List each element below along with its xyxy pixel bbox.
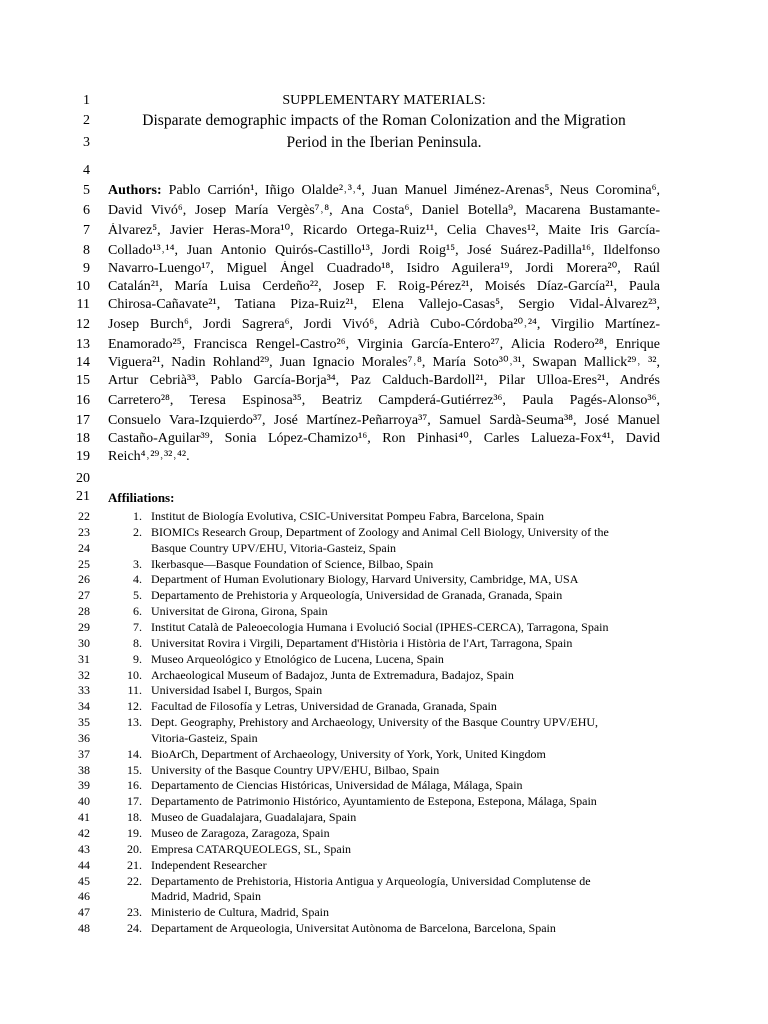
- supplementary-label: SUPPLEMENTARY MATERIALS:: [282, 93, 486, 108]
- author-line: [108, 297, 660, 313]
- line-number: 19: [76, 449, 90, 464]
- line-number: 34: [78, 699, 90, 714]
- affiliation-number: 3.: [133, 556, 142, 571]
- line-number: 44: [78, 857, 90, 872]
- affiliation-text: Department of Human Evolutionary Biology, Harvard University, Cambridge, MA, USA: [151, 572, 579, 587]
- affiliation-number: 8.: [133, 635, 142, 650]
- affiliation-number: 1.: [133, 509, 142, 523]
- line-number: 24: [78, 540, 90, 555]
- line-number: 8: [83, 243, 90, 258]
- author-names: Chirosa-Cañavate²¹, Tatiana Piza-Ruiz²¹, Elena Vallejo-Casas⁵, Sergio Vidal-Álvarez²³,: [108, 297, 660, 312]
- affiliation-text: Empresa CATARQUEOLEGS, SL, Spain: [151, 841, 352, 856]
- affiliation-text: BIOMICs Research Group, Department of Zoology and Animal Cell Biology, University of the: [151, 524, 609, 539]
- affiliation-number: 21.: [127, 857, 142, 872]
- author-names: David Vivó⁶, Josep María Vergès⁷˒⁸, Ana Costa⁶, Daniel Botella⁹, Macarena Bustamante-: [108, 203, 660, 218]
- author-names: Álvarez⁵, Javier Heras-Mora¹⁰, Ricardo Ortega-Ruiz¹¹, Celia Chaves¹², Maite Iris García-: [108, 223, 660, 238]
- author-names: Castaño-Aguilar³⁹, Sonia López-Chamizo¹⁶, Ron Pinhasi⁴⁰, Carles Lalueza-Fox⁴¹, David: [108, 431, 660, 446]
- affiliation-text: Madrid, Madrid, Spain: [151, 889, 261, 904]
- author-names: Pablo Carrión¹, Iñigo Olalde²˒³˒⁴, Juan Manuel Jiménez-Arenas⁵, Neus Coromina⁶,: [168, 183, 660, 198]
- author-names: Reich⁴˒²⁹˒³²˒⁴².: [108, 449, 190, 464]
- affiliation-text: Universidad Isabel I, Burgos, Spain: [151, 683, 323, 698]
- line-number: 31: [78, 651, 90, 666]
- affiliation-number: 22.: [127, 873, 142, 888]
- line-number: 42: [78, 826, 90, 840]
- author-names: Viguera²¹, Nadin Rohland²⁹, Juan Ignacio Morales⁷˒⁸, María Soto³⁰˒³¹, Swapan Mallick²⁹˒ ³²,: [108, 355, 660, 370]
- line-number: 11: [76, 297, 90, 312]
- author-line: [108, 373, 660, 389]
- affiliation-number: 15.: [127, 762, 142, 777]
- affiliation-number: 20.: [127, 841, 142, 856]
- line-number: 21: [76, 489, 90, 504]
- paper-title-line-1: Disparate demographic impacts of the Roman Colonization and the Migration: [142, 112, 626, 129]
- affiliation-text: Departamento de Ciencias Históricas, Universidad de Málaga, Málaga, Spain: [151, 778, 523, 793]
- line-number: 13: [76, 337, 90, 352]
- line-number: 2: [83, 113, 90, 128]
- author-line: [108, 355, 660, 371]
- affiliation-number: 12.: [127, 699, 142, 714]
- line-number: 7: [83, 223, 90, 238]
- line-number: 10: [76, 279, 90, 294]
- author-names: Artur Cebrià³³, Pablo García-Borja³⁴, Paz Calduch-Bardoll²¹, Pilar Ulloa-Eres²¹, Andrés: [108, 373, 660, 388]
- affiliation-text: Museo Arqueológico y Etnológico de Lucena, Lucena, Spain: [151, 651, 444, 666]
- author-line: [108, 223, 660, 239]
- line-number: 16: [76, 393, 90, 408]
- author-line: [108, 317, 660, 333]
- affiliation-number: 13.: [127, 715, 142, 730]
- author-names: Josep Burch⁶, Jordi Sagrera⁶, Jordi Vivó⁶, Adrià Cubo-Córdoba²⁰˒²⁴, Virgilio Martínez-: [108, 317, 660, 332]
- author-line: [108, 449, 660, 465]
- author-names: Carretero²⁸, Teresa Espinosa³⁵, Beatriz Campderá-Gutiérrez³⁶, Paula Pagés-Alonso³⁶,: [108, 393, 660, 408]
- affiliation-number: 2.: [133, 524, 142, 539]
- affiliation-text: Ministerio de Cultura, Madrid, Spain: [151, 905, 329, 920]
- line-number: 14: [76, 355, 90, 370]
- affiliation-number: 24.: [127, 921, 142, 936]
- line-number: 29: [78, 619, 90, 634]
- affiliation-text: Museo de Guadalajara, Guadalajara, Spain: [151, 810, 357, 825]
- line-number: 17: [76, 413, 90, 428]
- author-line: [108, 393, 660, 409]
- author-names: Consuelo Vara-Izquierdo³⁷, José Martínez-Peñarroya³⁷, Samuel Sardà-Seuma³⁸, José Manuel: [108, 413, 660, 428]
- affiliation-number: 23.: [127, 905, 142, 920]
- affiliation-number: 16.: [127, 778, 142, 793]
- line-number: 6: [83, 203, 90, 218]
- line-number: 22: [78, 509, 90, 523]
- affiliation-text: Universitat Rovira i Virgili, Departament d'Història i Història de l'Art, Tarragona, Spain: [151, 635, 573, 650]
- line-number: 30: [78, 635, 90, 650]
- affiliation-text: Basque Country UPV/EHU, Vitoria-Gasteiz, Spain: [151, 540, 397, 555]
- affiliation-number: 11.: [127, 683, 142, 698]
- author-line: [108, 431, 660, 447]
- affiliation-text: Departament de Arqueologia, Universitat Autònoma de Barcelona, Barcelona, Spain: [151, 921, 556, 936]
- line-number: 3: [83, 135, 90, 150]
- line-number: 23: [78, 524, 90, 539]
- affiliation-number: 4.: [133, 572, 142, 587]
- line-number: 32: [78, 667, 90, 682]
- affiliation-text: Universitat de Girona, Girona, Spain: [151, 604, 328, 619]
- author-line: [108, 203, 660, 219]
- affiliation-text: Institut Català de Paleoecologia Humana i Evolució Social (IPHES-CERCA), Tarragona, Spain: [151, 619, 609, 634]
- affiliation-number: 10.: [127, 667, 142, 682]
- author-line: [108, 183, 660, 199]
- line-number: 48: [78, 921, 90, 936]
- line-number: 39: [78, 778, 90, 793]
- author-line: [108, 279, 660, 295]
- author-line: [108, 243, 660, 259]
- author-names: Collado¹³˒¹⁴, Juan Antonio Quirós-Castillo¹³, Jordi Roig¹⁵, José Suárez-Padilla¹⁶, Ildelfonso: [108, 243, 660, 258]
- affiliation-number: 9.: [133, 651, 142, 666]
- author-names: Enamorado²⁵, Francisca Rengel-Castro²⁶, Virginia García-Entero²⁷, Alicia Rodero²⁸, Enrique: [108, 337, 660, 352]
- line-number: 15: [76, 373, 90, 388]
- affiliation-text: Departamento de Patrimonio Histórico, Ayuntamiento de Estepona, Estepona, Málaga, Spain: [151, 794, 597, 809]
- author-line: [108, 337, 660, 353]
- affiliation-text: University of the Basque Country UPV/EHU, Bilbao, Spain: [151, 762, 440, 777]
- line-number: 25: [78, 556, 90, 571]
- line-number: 43: [78, 841, 90, 856]
- line-number: 27: [78, 588, 90, 603]
- affiliation-text: Departamento de Prehistoria, Historia Antigua y Arqueología, Universidad Complutense de: [151, 873, 591, 888]
- affiliation-text: Museo de Zaragoza, Zaragoza, Spain: [151, 826, 330, 840]
- line-number: 36: [78, 730, 90, 745]
- author-names: Navarro-Luengo¹⁷, Miguel Ángel Cuadrado¹⁸, Isidro Aguilera¹⁹, Jordi Morera²⁰, Raúl: [108, 261, 660, 276]
- affiliation-number: 7.: [133, 619, 142, 634]
- affiliation-number: 18.: [127, 810, 142, 825]
- author-line: [108, 413, 660, 429]
- author-line: [108, 261, 660, 277]
- line-number: 12: [76, 317, 90, 332]
- line-number: 35: [78, 715, 90, 730]
- line-number: 9: [83, 261, 90, 276]
- affiliation-number: 14.: [127, 746, 142, 761]
- line-number: 37: [78, 746, 90, 761]
- line-number: 33: [78, 683, 90, 698]
- paper-title-line-2: Period in the Iberian Peninsula.: [286, 134, 482, 151]
- affiliations-label: Affiliations:: [108, 490, 175, 505]
- line-number: 18: [76, 431, 90, 446]
- affiliation-text: Independent Researcher: [151, 857, 267, 872]
- line-number: 5: [83, 183, 90, 198]
- line-number: 45: [78, 873, 90, 888]
- affiliation-text: Facultad de Filosofía y Letras, Universidad de Granada, Granada, Spain: [151, 699, 497, 714]
- affiliation-number: 19.: [127, 826, 142, 840]
- affiliation-number: 6.: [133, 604, 142, 619]
- affiliation-number: 5.: [133, 588, 142, 603]
- line-number: 40: [78, 794, 90, 809]
- line-number: 20: [76, 471, 90, 486]
- affiliation-number: 17.: [127, 794, 142, 809]
- line-number: 47: [78, 905, 90, 920]
- line-number: 1: [83, 93, 90, 108]
- line-number: 26: [78, 572, 90, 587]
- affiliation-text: Archaeological Museum of Badajoz, Junta de Extremadura, Badajoz, Spain: [151, 667, 514, 682]
- line-number: 41: [78, 810, 90, 825]
- affiliation-text: Vitoria-Gasteiz, Spain: [151, 730, 258, 745]
- author-names: Catalán²¹, María Luisa Cerdeño²², Josep F. Roig-Pérez²¹, Moisés Díaz-García²¹, Paula: [108, 279, 660, 294]
- line-number: 38: [78, 762, 90, 777]
- affiliation-text: Ikerbasque—Basque Foundation of Science, Bilbao, Spain: [151, 556, 434, 571]
- line-number: 28: [78, 604, 90, 619]
- authors-label: Authors:: [108, 183, 162, 198]
- affiliation-text: Departamento de Prehistoria y Arqueología, Universidad de Granada, Granada, Spain: [151, 588, 563, 603]
- affiliation-text: Institut de Biología Evolutiva, CSIC-Universitat Pompeu Fabra, Barcelona, Spain: [151, 509, 544, 523]
- line-number: 4: [83, 163, 90, 178]
- affiliation-text: BioArCh, Department of Archaeology, University of York, York, United Kingdom: [151, 746, 546, 761]
- line-number: 46: [78, 889, 90, 904]
- affiliation-text: Dept. Geography, Prehistory and Archaeology, University of the Basque Country UPV/EHU,: [151, 715, 599, 730]
